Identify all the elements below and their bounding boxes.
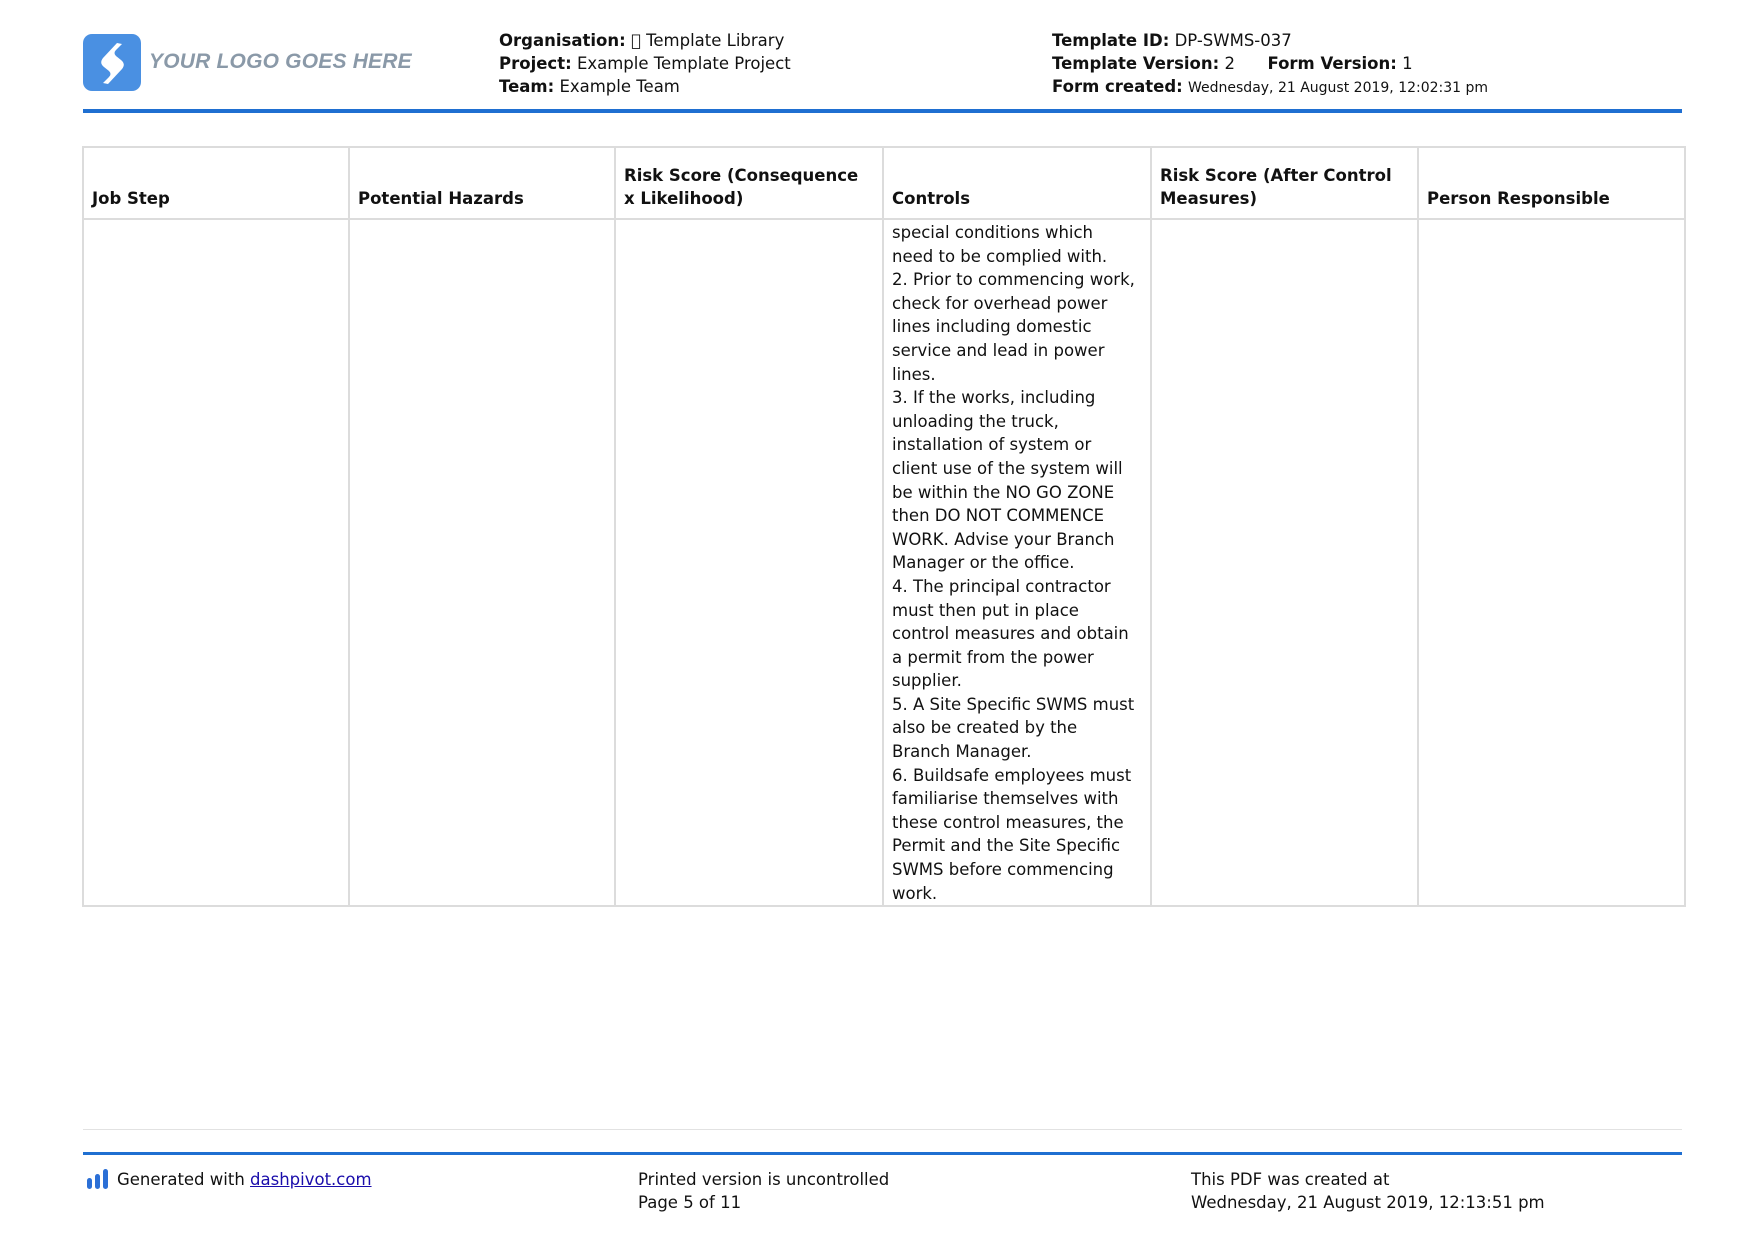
controls-text: special conditions which need to be complied with. 2. Prior to commencing work, check for overhead power lines including domestic service and lead in power lines. 3. If the works, including unloading the truck, installation of system or client use of the system will be within the NO GO ZONE then DO NOT COMMENCE WORK. Advise your Branch Manager or the office. 4. The principal contractor must then put in place control measures and obtain a permit from the power supplier. 5. A Site Specific SWMS must also be created by the Branch Manager. 6. Buildsafe employees must familiarise themselves with these control measures, the Permit and the Site Specific SWMS before commencing work.: [892, 223, 1135, 903]
generated-with-line: [117, 1168, 372, 1191]
organisation-line: [499, 29, 784, 52]
swms-table-container: [82, 146, 1684, 903]
cell-potential-hazards: [349, 219, 615, 906]
dashpivot-link[interactable]: dashpivot.com: [250, 1170, 372, 1189]
printed-uncontrolled-text: Printed version is uncontrolled: [638, 1170, 890, 1189]
logo-badge: [83, 34, 141, 91]
cell-risk-score: [615, 219, 883, 906]
pdf-created-timestamp: Wednesday, 21 August 2019, 12:13:51 pm: [1191, 1193, 1545, 1212]
form-version-label: Form Version:: [1267, 54, 1397, 73]
version-line: [1052, 52, 1413, 75]
form-created-label: Form created:: [1052, 77, 1183, 96]
page-number: Page 5 of 11: [638, 1193, 742, 1212]
project-line: [499, 52, 791, 75]
column-header-risk-score: Risk Score (Consequence x Likelihood): [615, 147, 883, 219]
form-version-value: 1: [1402, 54, 1413, 73]
template-id-value: DP-SWMS-037: [1174, 31, 1292, 50]
form-created-value: Wednesday, 21 August 2019, 12:02:31 pm: [1188, 80, 1489, 96]
team-value: Example Team: [559, 77, 680, 96]
project-label: Project:: [499, 54, 572, 73]
swms-table: [82, 146, 1686, 907]
table-row: [83, 219, 1685, 906]
header-divider: [83, 109, 1682, 113]
footer-divider: [83, 1152, 1682, 1155]
footer-thin-divider: [83, 1129, 1682, 1130]
team-label: Team:: [499, 77, 555, 96]
cell-person-responsible: [1418, 219, 1685, 906]
template-version-value: 2: [1224, 54, 1235, 73]
pdf-created-label: This PDF was created at: [1191, 1170, 1390, 1189]
table-header-row: [83, 147, 1685, 219]
form-created-line: [1052, 75, 1488, 100]
template-id-line: [1052, 29, 1292, 52]
cell-job-step: [83, 219, 349, 906]
logo-s-icon: [83, 34, 141, 91]
bar-chart-icon: [86, 1168, 110, 1190]
column-header-person-responsible: Person Responsible: [1418, 147, 1685, 219]
team-line: [499, 75, 680, 98]
organisation-label: Organisation:: [499, 31, 626, 50]
column-header-job-step: Job Step: [83, 147, 349, 219]
column-header-controls: Controls: [883, 147, 1151, 219]
project-value: Example Template Project: [576, 54, 791, 73]
cell-controls: [883, 219, 1151, 906]
column-header-risk-score-after: Risk Score (After Control Measures): [1151, 147, 1418, 219]
logo-placeholder-text: YOUR LOGO GOES HERE: [149, 50, 412, 73]
organisation-value:   Template Library: [630, 31, 785, 50]
column-header-potential-hazards: Potential Hazards: [349, 147, 615, 219]
template-id-label: Template ID:: [1052, 31, 1170, 50]
cell-risk-score-after: [1151, 219, 1418, 906]
template-version-label: Template Version:: [1052, 54, 1220, 73]
generated-prefix: Generated with: [117, 1170, 251, 1189]
